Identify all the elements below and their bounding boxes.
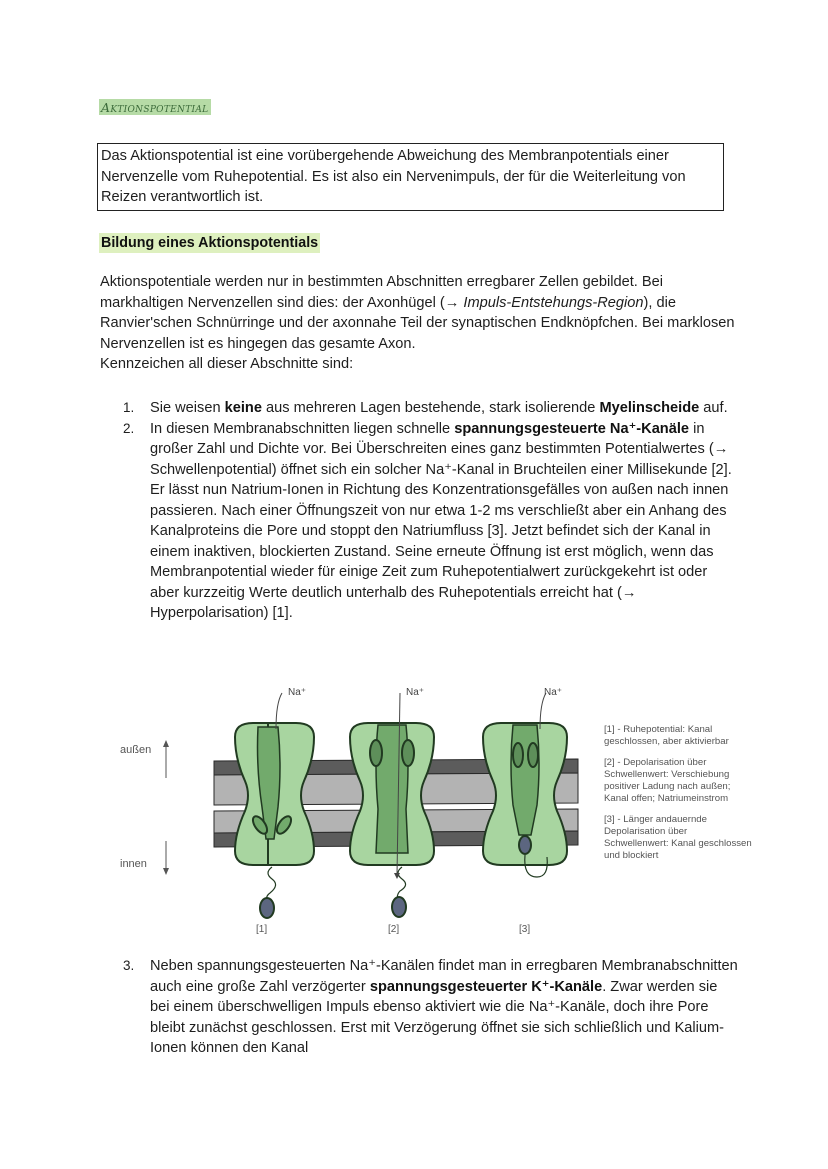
channel-3-icon (483, 723, 567, 877)
list-text: auf. (699, 400, 728, 416)
list-number: 1. (123, 400, 135, 415)
definition-box: Das Aktionspotential ist eine vorübergehende Abweichung des Membranpotentials einer Nervenzelle vom Ruhepotential. Es ist also ein Nervenimpuls, der für die Weiterleitung von Reizen verantwortlich ist. (97, 143, 724, 211)
feature-list (100, 398, 740, 624)
channel-label-2: [2] (388, 924, 400, 935)
channel-label-1: [1] (256, 924, 268, 935)
list-text: in großer Zahl und Dichte vor. Bei Überschreiten eines ganz bestimmten Potentialwertes (→ Schwellenpotential) öffnet sich ein solcher Na⁺-Kanal in Bruchteilen einer Millisekunde [2]. Er lässt nun Natrium-Ionen in Richtung des Konzentrationsgefälles von außen nach innen passieren. Nach einer Öffnungszeit von nur etwa 1-2 ms verschließt aber ein Anhang des Kanalproteins die Pore und stoppt den Natriumfluss [3]. Jetzt befindet sich der Kanal in einem inaktiven, blockierten Zustand. Seine erneute Öffnung ist erst möglich, wenn das Membranpotential wieder für einige Zeit zum Ruhepotentialwert zurückgekehrt ist oder aber kurzzeitig Werte deutlich unterhalb des Ruhepotentials erreicht hat (→ Hyperpolarisation) [1]. (150, 420, 732, 621)
intro-paragraph (100, 272, 740, 375)
list-text: Sie weisen (150, 400, 225, 416)
channel-label-3: [3] (519, 924, 531, 935)
list-bold: Myelinscheide (599, 400, 700, 416)
na-ion-label: Na⁺ (544, 687, 563, 698)
channel-1-icon (235, 723, 314, 918)
legend-item-1: [1] - Ruhepotential: Kanal geschlossen, aber aktivierbar (604, 724, 729, 747)
intro-italic-term: Impuls-Entstehungs-Region (463, 294, 644, 311)
legend-item-3: [3] - Länger andauernde Depolarisation über Schwellenwert: Kanal geschlossen und blockiert (604, 814, 752, 861)
section-heading: Bildung eines Aktionspotentials (101, 235, 319, 251)
list-text: . Zwar werden sie bei einem überschwelligen Impuls ebenso aktiviert wie die Na⁺-Kanäle, doch ihre Pore bleibt zunächst geschlossen. Erst mit Verzögerung öffnet sie sich schließlich und Kalium-Ionen können den Kanal (150, 978, 725, 1056)
list-bold: keine (224, 400, 262, 416)
list-item (100, 956, 740, 1059)
na-ion-label: Na⁺ (288, 687, 307, 698)
channel-2-icon (350, 723, 434, 917)
list-item (100, 419, 740, 624)
figure-legend (604, 724, 754, 871)
na-ion-label: Na⁺ (406, 687, 425, 698)
list-bold: spannungsgesteuerte Na⁺-Kanäle (454, 420, 690, 437)
list-number: 2. (123, 420, 135, 436)
list-text: aus mehreren Lagen bestehende, stark isolierende (261, 400, 600, 416)
intro-text-4: Kennzeichen all dieser Abschnitte sind: (100, 356, 354, 372)
page-title: Aktionspotential (99, 99, 211, 115)
intro-text-3: ), die Ranvier'schen Schnürringe und der axonnahe Teil der synaptischen Endknöpfchen. Bei marklosen Nervenzellen ist es hingegen das gesamte Axon. (100, 294, 735, 352)
inside-label: innen (120, 858, 147, 870)
list-text: In diesen Membranabschnitten liegen schnelle (150, 420, 455, 437)
outside-label: außen (120, 744, 152, 756)
list-text: Neben spannungsgesteuerten Na⁺-Kanälen findet man in erregbaren Membranabschnitten auch eine große Zahl verzögerter (150, 958, 738, 995)
list-bold: spannungsgesteuerter K⁺-Kanäle (369, 978, 603, 995)
list-number: 3. (123, 958, 135, 973)
list-item (100, 398, 740, 419)
intro-text-1: Aktionspotentiale werden nur in bestimmten Abschnitten erregbarer Zellen gebildet. Bei markhaltigen Nervenzellen sind dies: der Axonhügel (→ (100, 274, 663, 311)
feature-list-continued (100, 956, 740, 1059)
legend-item-2: [2] - Depolarisation über Schwellenwert: Verschiebung positiver Ladung nach außen; Kanal offen; Natriumeinstrom (604, 757, 731, 804)
